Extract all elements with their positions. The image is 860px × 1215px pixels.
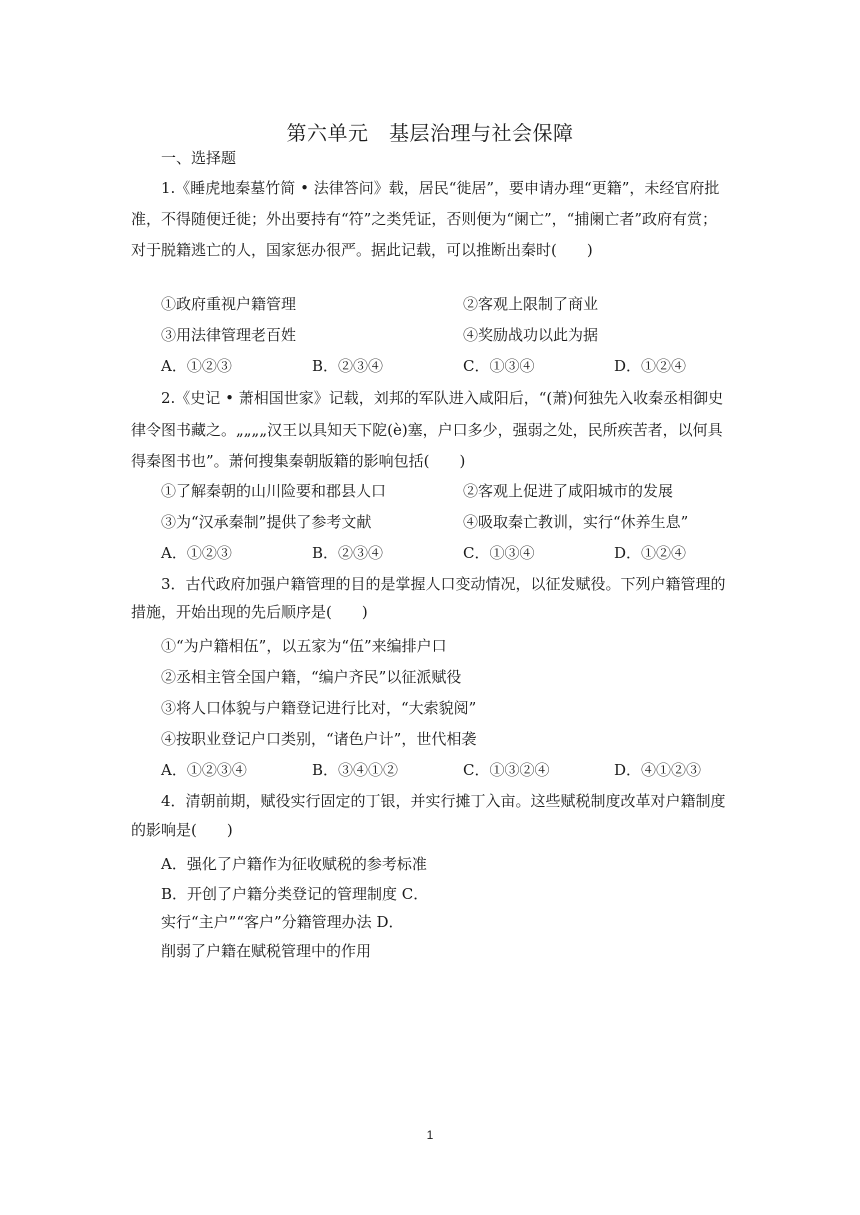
q2-choice-b: B．②③④ bbox=[312, 544, 384, 562]
q1-choice-b: B．②③④ bbox=[312, 357, 384, 375]
q4-option-d: 削弱了户籍在赋税管理中的作用 bbox=[161, 942, 372, 960]
q1-item-1: ①政府重视户籍管理 bbox=[161, 295, 297, 313]
q1-line-2: 准，不得随便迁徙；外出要持有“符”之类凭证，否则便为“阑亡”，“捕阑亡者”政府有赏； bbox=[131, 210, 718, 228]
q3-choice-b: B．③④①② bbox=[312, 761, 399, 779]
q1-item-4: ④奖励战功以此为据 bbox=[463, 326, 599, 344]
q2-line-1: 2.《史记 • 萧相国世家》记载，刘邦的军队进入咸阳后，“(萧)何独先入收秦丞相御史 bbox=[161, 389, 724, 407]
q4-option-c: 实行“主户”“客户”分籍管理办法 D． bbox=[161, 913, 404, 931]
q2-choice-a: A．①②③ bbox=[161, 544, 232, 562]
q2-item-2: ②客观上促进了咸阳城市的发展 bbox=[463, 482, 674, 500]
q2-item-3: ③为“汉承秦制”提供了参考文献 bbox=[161, 513, 372, 531]
q4-line-1: 4．清朝前期，赋役实行固定的丁银，并实行摊丁入亩。这些赋税制度改革对户籍制度 bbox=[161, 792, 726, 810]
q3-line-2: 措施，开始出现的先后顺序是( ) bbox=[131, 603, 368, 621]
q1-choice-c: C．①③④ bbox=[463, 357, 535, 375]
q3-line-1: 3．古代政府加强户籍管理的目的是掌握人口变动情况，以征发赋役。下列户籍管理的 bbox=[161, 575, 726, 593]
q3-choice-d: D．④①②③ bbox=[614, 761, 702, 779]
q3-item-3: ③将人口体貌与户籍登记进行比对，“大索貌阅” bbox=[161, 699, 477, 717]
q3-choice-a: A．①②③④ bbox=[161, 761, 247, 779]
q1-line-3: 对于脱籍逃亡的人，国家惩办很严。据此记载，可以推断出秦时( ) bbox=[131, 241, 593, 259]
q3-item-1: ①“为户籍相伍”，以五家为“伍”来编排户口 bbox=[161, 637, 447, 655]
page-number: 1 bbox=[426, 1128, 434, 1142]
q2-item-1: ①了解秦朝的山川险要和郡县人口 bbox=[161, 482, 387, 500]
q1-choice-d: D．①②④ bbox=[614, 357, 687, 375]
q3-item-4: ④按职业登记户口类别，“诸色户计”，世代相袭 bbox=[161, 730, 477, 748]
section-heading: 一、选择题 bbox=[161, 149, 237, 167]
q1-line-1: 1.《睡虎地秦墓竹简 • 法律答问》载，居民“徙居”，要申请办理“更籍”，未经官府批 bbox=[161, 179, 720, 197]
q2-choice-d: D．①②④ bbox=[614, 544, 687, 562]
q2-choice-c: C．①③④ bbox=[463, 544, 535, 562]
q4-line-2: 的影响是( ) bbox=[131, 821, 233, 839]
q1-choice-a: A．①②③ bbox=[161, 357, 232, 375]
page-title: 第六单元 基层治理与社会保障 bbox=[286, 121, 574, 145]
q2-line-2: 律令图书藏之。„„„„汉王以具知天下阸(è)塞，户口多少，强弱之处，民所疾苦者，以何具 bbox=[131, 421, 723, 439]
q4-option-a: A．强化了户籍作为征收赋税的参考标准 bbox=[161, 855, 427, 873]
q3-choice-c: C．①③②④ bbox=[463, 761, 550, 779]
q4-option-b: B．开创了户籍分类登记的管理制度 C． bbox=[161, 885, 429, 903]
q2-line-3: 得秦图书也”。萧何搜集秦朝版籍的影响包括( ) bbox=[131, 452, 466, 470]
q1-item-2: ②客观上限制了商业 bbox=[463, 295, 599, 313]
q1-item-3: ③用法律管理老百姓 bbox=[161, 326, 297, 344]
q3-item-2: ②丞相主管全国户籍，“编户齐民”以征派赋役 bbox=[161, 668, 462, 686]
q2-item-4: ④吸取秦亡教训，实行“休养生息” bbox=[463, 513, 689, 531]
